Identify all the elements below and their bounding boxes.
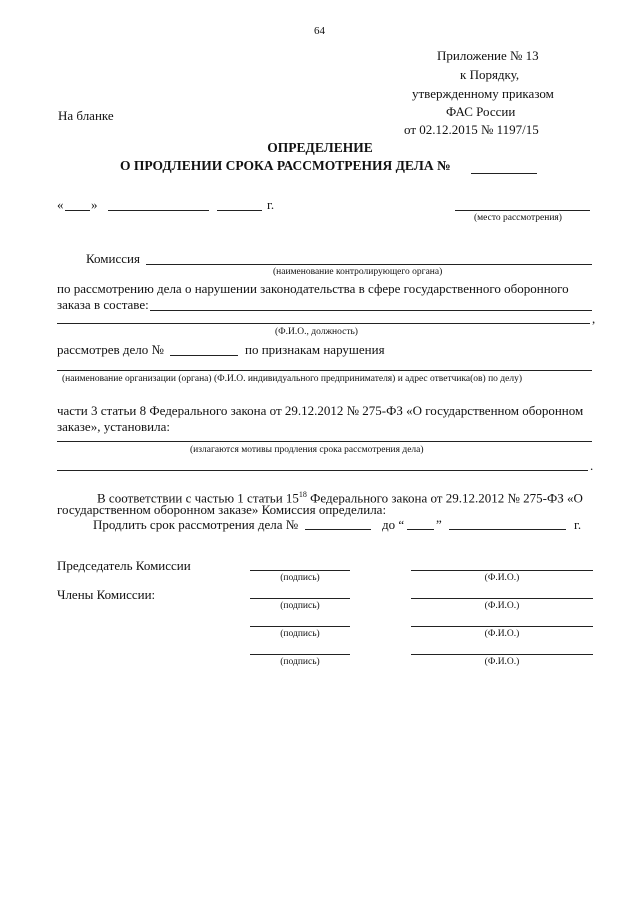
annex-line: утвержденному приказом [412,86,554,101]
defendant-caption: (наименование организации (органа) (Ф.И.О. индивидуального предпринимателя) и адрес ответчика(ов) по делу) [62,374,522,384]
case-number-blank [471,173,537,174]
annex-line: Приложение № 13 [437,48,539,63]
extend-until: до “ [382,517,405,532]
name-caption: (Ф.И.О.) [484,573,520,583]
year-blank [217,210,262,211]
consideration-text: заказа в составе: [57,297,149,312]
year-suffix: г. [267,197,275,212]
date-open-quote: « [57,197,64,212]
annex-line: ФАС России [446,104,516,119]
composition-blank [150,310,592,311]
name-caption: (Ф.И.О.) [484,657,520,667]
extend-month-blank [449,529,566,530]
annex-line: к Порядку, [460,67,520,82]
commission-caption: (наименование контролирующего органа) [273,267,443,277]
signature-caption: (подпись) [280,629,320,639]
commission-label: Комиссия [86,251,140,266]
signature-line [250,654,350,655]
blank-note: На бланке [58,108,114,123]
extend-close-quote: ” [436,517,442,532]
signature-line [250,626,350,627]
date-close-quote: » [91,197,98,212]
signature-line [250,598,350,599]
case-number-blank [170,355,238,356]
signature-caption: (подпись) [280,657,320,667]
extend-case-blank [305,529,371,530]
signature-caption: (подпись) [280,573,320,583]
signature-caption: (подпись) [280,601,320,611]
name-line [411,654,593,655]
decision-text: государственном оборонном заказе» Комиссия определила: [57,502,387,517]
consideration-text: по рассмотрению дела о нарушении законодательства в сфере государственного оборонного [57,281,569,296]
motives-blank [57,441,592,442]
law-text: части 3 статьи 8 Федерального закона от 29.12.2012 № 275-ФЗ «О государственном оборонном [57,403,584,418]
members-label: Члены Комиссии: [57,587,156,602]
case-suffix: по признакам нарушения [245,342,385,357]
motives-caption: (излагаются мотивы продления срока рассмотрения дела) [190,445,424,455]
name-line [411,626,593,627]
name-caption: (Ф.И.О.) [484,629,520,639]
day-blank [65,210,90,211]
extend-day-blank [407,529,434,530]
motives-end-dot: . [590,458,594,473]
name-line [411,570,593,571]
chairman-label: Председатель Комиссии [57,558,191,573]
composition-caption: (Ф.И.О., должность) [275,327,358,337]
name-caption: (Ф.И.О.) [484,601,520,611]
place-blank [455,210,590,211]
extend-prefix: Продлить срок рассмотрения дела № [93,517,299,532]
month-blank [108,210,209,211]
document-title: ОПРЕДЕЛЕНИЕ [267,140,373,155]
defendant-blank [57,370,592,371]
law-text: заказе», установила: [57,419,171,434]
case-prefix: рассмотрев дело № [57,342,164,357]
composition-comma: , [592,311,596,326]
name-line [411,598,593,599]
commission-blank [146,264,592,265]
composition-blank [57,323,590,324]
signature-line [250,570,350,571]
place-caption: (место рассмотрения) [474,213,562,223]
decision-text: В соответствии с частью 1 статьи $15^{18}$ Федерального закона от 29.12.2012 № 275-ФЗ «О [97,490,583,506]
extend-year: г. [574,517,582,532]
article-superscript: 18 [298,490,307,499]
annex-line: от 02.12.2015 № 1197/15 [404,122,539,137]
page-number: 64 [314,25,325,37]
document-subtitle: О ПРОДЛЕНИИ СРОКА РАССМОТРЕНИЯ ДЕЛА № [120,158,451,173]
motives-blank [57,470,588,471]
